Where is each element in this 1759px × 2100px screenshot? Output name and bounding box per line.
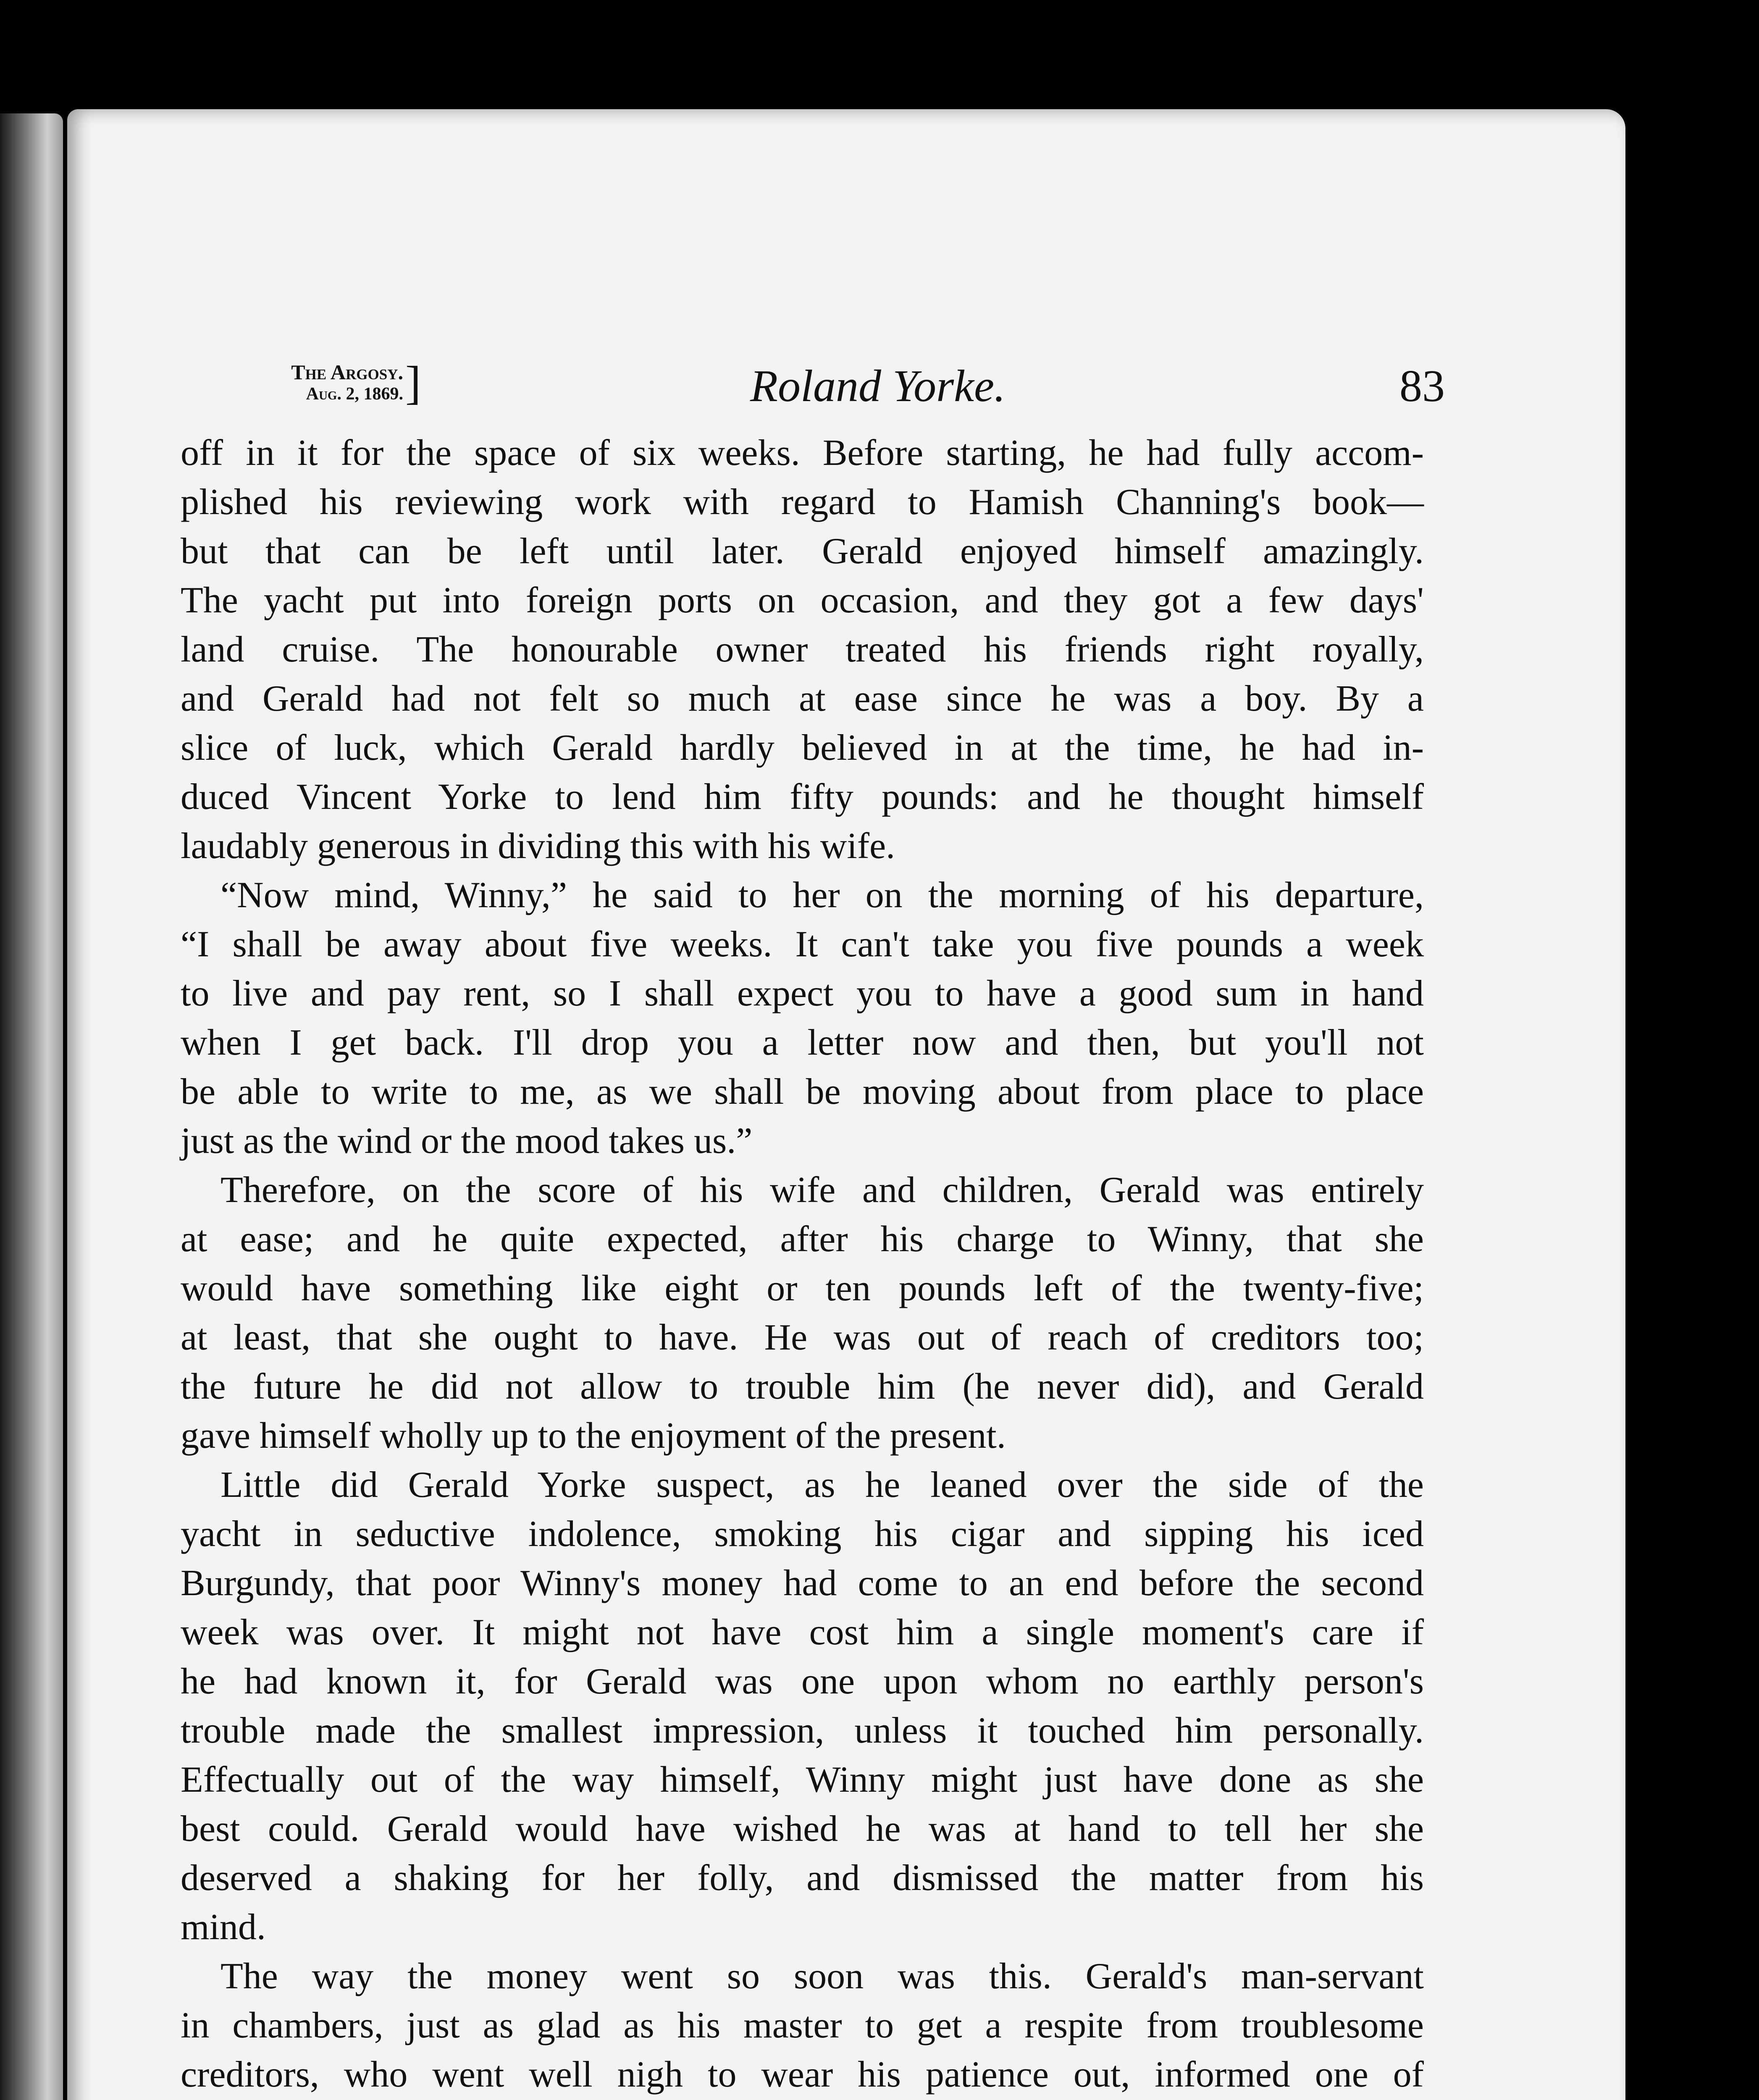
text-line: slice of luck, which Gerald hardly believed in at the time, he had in- <box>181 727 1424 768</box>
text-line: laudably generous in dividing this with his wife. <box>181 826 895 866</box>
text-line: The way the money went so soon was this. Gerald's man-servant <box>221 1956 1424 1997</box>
text-line: at least, that she ought to have. He was out of reach of creditors too; <box>181 1317 1424 1358</box>
text-line: The yacht put into foreign ports on occasion, and they got a few days' <box>181 580 1424 621</box>
text-line: he had known it, for Gerald was one upon whom no earthly person's <box>181 1661 1424 1702</box>
text-line: land cruise. The honourable owner treated his friends right royally, <box>181 629 1424 670</box>
text-line: Therefore, on the score of his wife and children, Gerald was entirely <box>221 1170 1424 1210</box>
text-line: week was over. It might not have cost him a single moment's care if <box>181 1612 1424 1653</box>
text-line: to live and pay rent, so I shall expect you to have a good sum in hand <box>181 973 1424 1014</box>
body-text <box>181 428 1424 2100</box>
running-title: Roland Yorke. <box>750 361 1006 411</box>
text-line: and Gerald had not felt so much at ease since he was a boy. By a <box>181 678 1424 719</box>
text-line: just as the wind or the mood takes us.” <box>181 1121 753 1161</box>
journal-name <box>193 361 403 405</box>
running-head <box>193 357 1445 416</box>
text-line: the future he did not allow to trouble him (he never did), and Gerald <box>181 1366 1424 1407</box>
text-line: “Now mind, Winny,” he said to her on the morning of his departure, <box>221 875 1424 916</box>
text-line: Burgundy, that poor Winny's money had come to an end before the second <box>181 1563 1424 1604</box>
text-line: would have something like eight or ten pounds left of the twenty-five; <box>181 1268 1424 1309</box>
text-line: mind. <box>181 1907 266 1948</box>
previous-page-edge <box>0 113 63 2100</box>
text-line: but that can be left until later. Gerald enjoyed himself amazingly. <box>181 531 1424 572</box>
text-line: in chambers, just as glad as his master to get a respite from troublesome <box>181 2005 1424 2046</box>
text-line: at ease; and he quite expected, after his charge to Winny, that she <box>181 1219 1424 1260</box>
text-line: off in it for the space of six weeks. Before starting, he had fully accom- <box>181 433 1424 473</box>
text-line: when I get back. I'll drop you a letter now and then, but you'll not <box>181 1022 1424 1063</box>
text-line: be able to write to me, as we shall be moving about from place to place <box>181 1071 1424 1112</box>
page-number: 83 <box>1399 361 1445 411</box>
text-line: deserved a shaking for her folly, and dismissed the matter from his <box>181 1858 1424 1898</box>
text-line: yacht in seductive indolence, smoking his cigar and sipping his iced <box>181 1514 1424 1554</box>
text-line: trouble made the smallest impression, unless it touched him personally. <box>181 1710 1424 1751</box>
text-line: gave himself wholly up to the enjoyment of the present. <box>181 1415 1006 1456</box>
journal-title: The Argosy. <box>291 360 403 384</box>
text-line: “I shall be away about five weeks. It can't take you five pounds a week <box>181 924 1424 965</box>
text-line: Effectually out of the way himself, Winny might just have done as she <box>181 1759 1424 1800</box>
text-line: plished his reviewing work with regard to Hamish Channing's book— <box>181 482 1424 522</box>
text-line: Little did Gerald Yorke suspect, as he leaned over the side of the <box>221 1465 1424 1505</box>
journal-bracket: ] <box>405 357 421 409</box>
issue-date: Aug. 2, 1869. <box>306 384 403 404</box>
text-line: best could. Gerald would have wished he was at hand to tell her she <box>181 1809 1424 1849</box>
text-line: duced Vincent Yorke to lend him fifty pounds: and he thought himself <box>181 777 1424 817</box>
text-line: creditors, who went well nigh to wear his patience out, informed one of <box>181 2054 1424 2095</box>
